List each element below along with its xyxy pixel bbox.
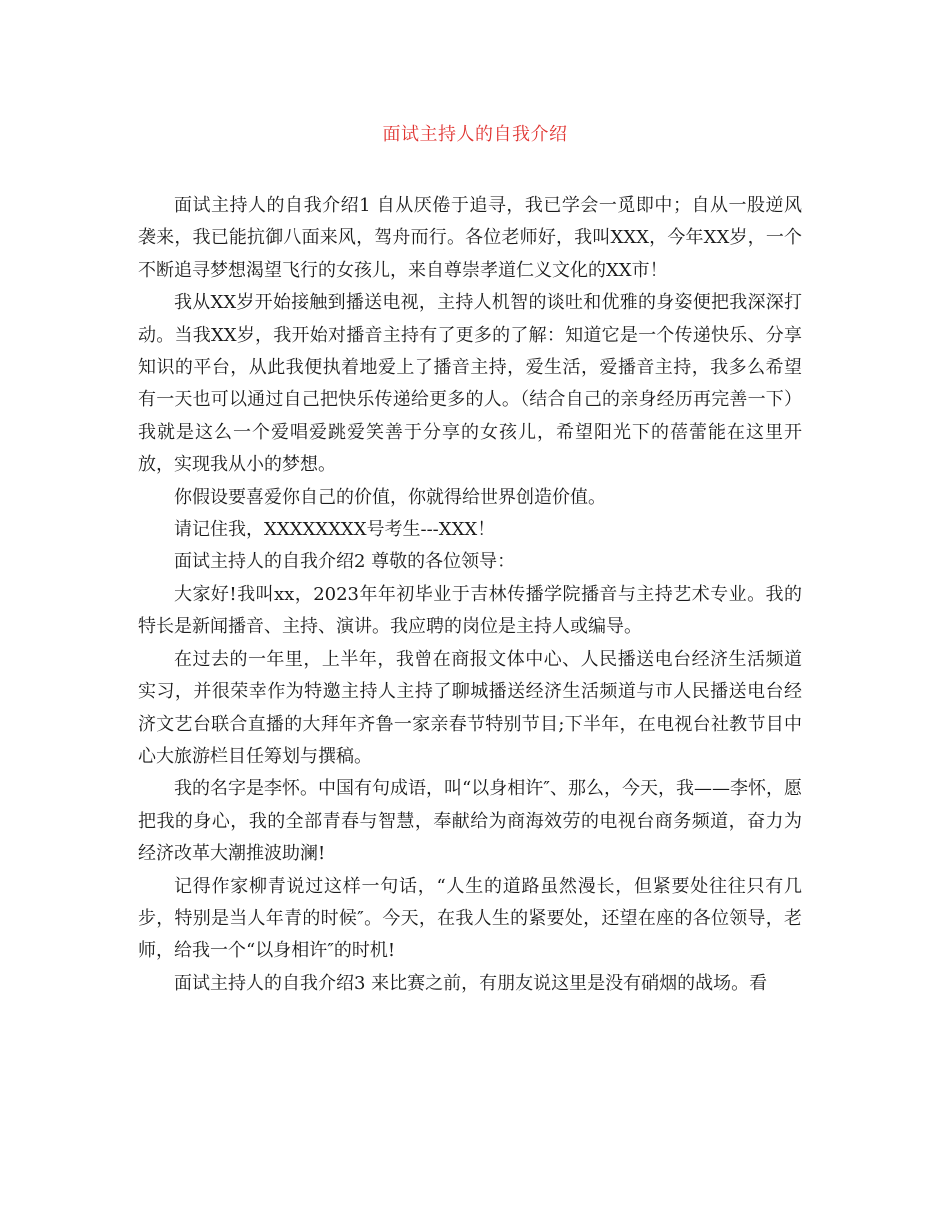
- paragraph: 面试主持人的自我介绍1 自从厌倦于追寻，我已学会一觅即中；自从一股逆风袭来，我已能抗御八面来风，驾舟而行。各位老师好，我叫XXX，今年XX岁，一个不断追寻梦想渴望飞行的女孩儿，来自尊崇孝道仁义文化的XX市！: [138, 195, 802, 281]
- paragraph: 面试主持人的自我介绍3 来比赛之前，有朋友说这里是没有硝烟的战场。看: [174, 972, 768, 994]
- document-title: 面试主持人的自我介绍: [382, 124, 568, 145]
- paragraph: 我的名字是李怀。中国有句成语，叫“以身相许″、那么，今天，我——李怀，愿把我的身心，我的全部青春与智慧，奉献给为商海效劳的电视台商务频道，奋力为经济改革大潮推波助澜!: [138, 778, 802, 865]
- paragraph: 大家好!我叫xx，2023年年初毕业于吉林传播学院播音与主持艺术专业。我的特长是新闻播音、主持、演讲。我应聘的岗位是主持人或编导。: [138, 583, 802, 638]
- document-body: [138, 190, 802, 1000]
- paragraph: 在过去的一年里，上半年，我曾在商报文体中心、人民播送电台经济生活频道实习，并很荣幸作为特邀主持人主持了聊城播送经济生活频道与市人民播送电台经济文艺台联合直播的大拜年齐鲁一家亲春节特别节目;下半年，在电视台社教节目中心大旅游栏目任筹划与撰稿。: [138, 648, 802, 767]
- paragraph: 我从XX岁开始接触到播送电视，主持人机智的谈吐和优雅的身姿便把我深深打动。当我XX岁，我开始对播音主持有了更多的了解：知道它是一个传递快乐、分享知识的平台，从此我便执着地爱上了播音主持，爱生活，爱播音主持，我多么希望有一天也可以通过自己把快乐传递给更多的人。（结合自己的亲身经历再完善一下）我就是这么一个爱唱爱跳爱笑善于分享的女孩儿，希望阳光下的蓓蕾能在这里开放，实现我从小的梦想。: [138, 292, 802, 476]
- paragraph: 请记住我，XXXXXXXX号考生---XXX！: [174, 519, 496, 541]
- paragraph: 记得作家柳青说过这样一句话，“人生的道路虽然漫长，但紧要处往往只有几步，特别是当人年青的时候″。今天，在我人生的紧要处，还望在座的各位领导，老师，给我一个“以身相许″的时机!: [138, 875, 802, 962]
- paragraph: 你假设要喜爱你自己的价值，你就得给世界创造价值。: [174, 486, 606, 508]
- paragraph: 面试主持人的自我介绍2 尊敬的各位领导：: [174, 551, 516, 573]
